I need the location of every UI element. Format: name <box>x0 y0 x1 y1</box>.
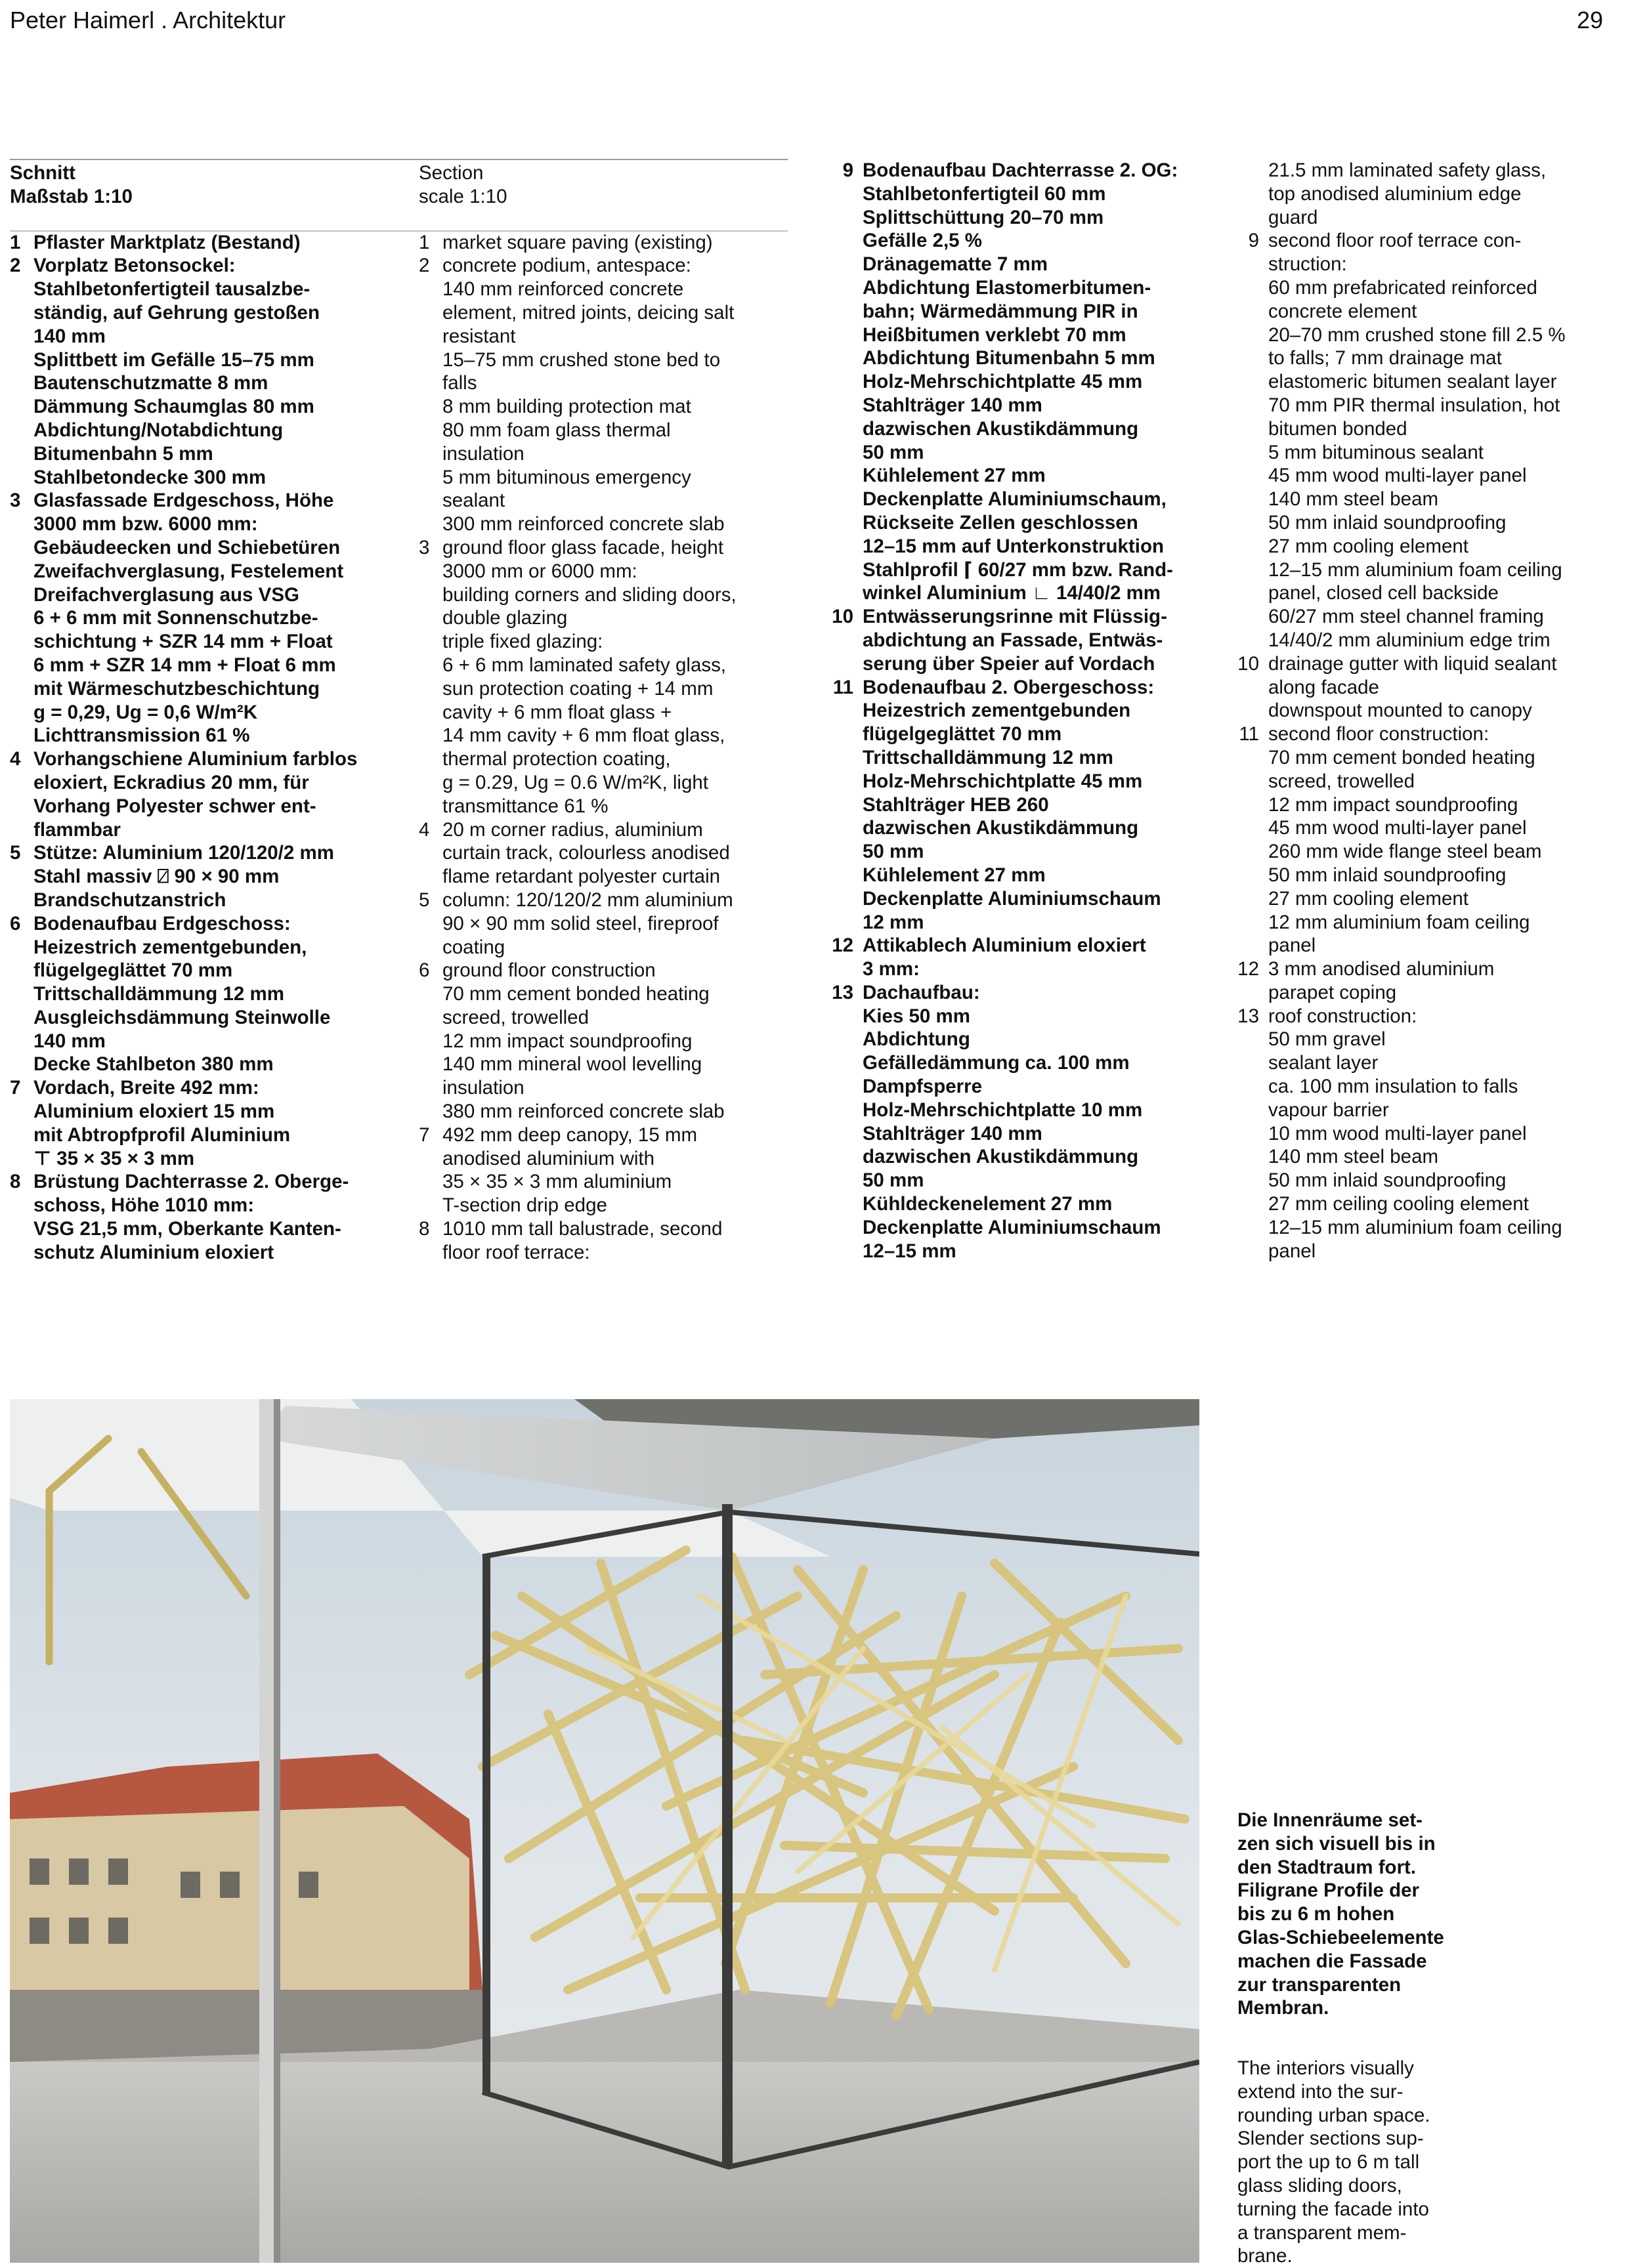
legend-item <box>10 489 391 747</box>
legend-item-number: 4 <box>10 748 21 770</box>
legend-item-text: second floor construction: 70 mm cement bonded heating screed, trowelled 12 mm impact soundproofing 45 mm wood multi-layer panel 260 mm wide flange steel beam 50 mm inlaid soundproofing 27 mm cooling element 12 mm aluminium foam ceiling panel <box>1268 723 1542 957</box>
legend-item-text: column: 120/120/2 mm aluminium 90 × 90 mm solid steel, fireproof coating <box>442 889 733 958</box>
legend-item-text: 492 mm deep canopy, 15 mm anodised aluminium with 35 × 35 × 3 mm aluminium T-section drip edge <box>442 1124 698 1217</box>
legend-item-number: 7 <box>419 1124 430 1146</box>
legend-item-number: 5 <box>419 889 430 911</box>
legend-item <box>10 912 391 1077</box>
legend-list <box>10 231 391 1265</box>
legend-item-text: second floor roof terrace con- struction: 60 mm prefabricated reinforced concrete element 20–70 mm crushed stone fill 2.5 % to falls; 7 mm drainage mat elastomeric bitumen sealant layer 70 mm PIR thermal insulation, hot bitumen bonded 5 mm bituminous sealant 45 mm wood multi-layer panel 140 mm steel beam 50 mm inlaid soundproofing 27 mm cooling element 12–15 mm aluminium foam ceiling panel, closed cell backside 60/27 mm steel channel framing 14/40/2 mm aluminium edge trim <box>1268 230 1566 651</box>
legend-item-number: 1 <box>419 231 430 253</box>
legend-item <box>1234 1005 1615 1263</box>
legend-item-text: market square paving (existing) <box>442 231 713 253</box>
legend-german-continued <box>828 159 1209 1263</box>
legend-item <box>10 841 391 912</box>
legend-item-text: 21.5 mm laminated safety glass, top anodised aluminium edge guard <box>1268 159 1547 228</box>
legend-item-text: Bodenaufbau Dachterrasse 2. OG: Stahlbetonfertigteil 60 mm Splittschüttung 20–70 mm Gefälle 2,5 % Dränagematte 7 mm Abdichtung Elastomerbitumen- bahn; Wärmedämmung PIR in Heißbitumen verklebt 70 mm Abdichtung Bitumenbahn 5 mm Holz-Mehrschichtplatte 45 mm Stahlträger 140 mm dazwischen Akustikdämmung 50 mm Kühlelement 27 mm Deckenplatte Aluminiumschaum, Rückseite Zellen geschlossen 12–15 mm auf Unterkonstruktion Stahlprofil ⌈ 60/27 mm bzw. Rand- winkel Aluminium ∟ 14/40/2 mm <box>863 159 1178 604</box>
legend-item-number: 10 <box>1237 652 1259 675</box>
legend-item-text: 1010 mm tall balustrade, second floor roof terrace: <box>442 1218 723 1263</box>
legend-scale: Maßstab 1:10 <box>10 185 133 207</box>
legend-item <box>10 1076 391 1170</box>
legend-item-text: Vorplatz Betonsockel: Stahlbetonfertigteil tausalzbe- ständig, auf Gehrung gestoßen 140 mm Splittbett im Gefälle 15–75 mm Bautenschutzmatte 8 mm Dämmung Schaumglas 80 mm Abdichtung/Notabdichtung Bitumenbahn 5 mm Stahlbetondecke 300 mm <box>33 255 320 488</box>
legend-item-number: 8 <box>419 1218 430 1240</box>
legend-list <box>419 231 786 1265</box>
legend-item <box>419 818 786 889</box>
legend-item-number: 9 <box>842 159 853 181</box>
legend-item <box>828 934 1209 981</box>
photo-caption-german: Die Innenräume set- zen sich visuell bis in den Stadtraum fort. Filigrane Profile der bis zu 6 m hohen Glas-Schiebeelemente machen die Fassade zur transparenten Membran. <box>1237 1809 1444 2019</box>
legend-item-text: Vorhangschiene Aluminium farblos eloxiert, Eckradius 20 mm, für Vorhang Polyester schwer ent- flammbar <box>33 748 358 841</box>
legend-item <box>1234 229 1615 652</box>
legend-item <box>419 1124 786 1217</box>
legend-german <box>10 159 391 1265</box>
legend-item <box>419 959 786 1124</box>
legend-item-number: 2 <box>419 255 430 277</box>
legend-item <box>828 605 1209 675</box>
legend-item-text: Vordach, Breite 492 mm: Aluminium eloxiert 15 mm mit Abtropfprofil Aluminium ⊤ 35 × 35 × 3 mm <box>33 1077 291 1169</box>
legend-item <box>10 254 391 489</box>
legend-item <box>10 1170 391 1264</box>
legend-item-number: 3 <box>10 490 21 512</box>
legend-item <box>419 1217 786 1265</box>
legend-list <box>1234 159 1615 1263</box>
legend-item <box>419 254 786 536</box>
legend-item-text: concrete podium, antespace: 140 mm reinforced concrete element, mitred joints, deicing salt resistant 15–75 mm crushed stone bed to falls 8 mm building protection mat 80 mm foam glass thermal insulation 5 mm bituminous emergency sealant 300 mm reinforced concrete slab <box>442 255 735 536</box>
legend-item-text: Pflaster Marktplatz (Bestand) <box>33 231 301 253</box>
legend-item-number: 8 <box>10 1171 21 1193</box>
legend-scale: scale 1:10 <box>419 185 507 207</box>
legend-item-number: 11 <box>832 676 853 698</box>
legend-item-text: 3 mm anodised aluminium parapet coping <box>1268 958 1495 1003</box>
legend-item-text: 20 m corner radius, aluminium curtain track, colourless anodised flame retardant polyester curtain <box>442 818 730 888</box>
legend-item-text: Entwässerungsrinne mit Flüssig- abdichtung an Fassade, Entwäs- serung über Speier auf Vordach <box>863 606 1167 675</box>
legend-item-text: drainage gutter with liquid sealant along facade downspout mounted to canopy <box>1268 652 1557 722</box>
legend-item-number: 9 <box>1248 230 1259 252</box>
legend-item <box>419 536 786 818</box>
legend-item-number: 1 <box>10 231 21 253</box>
legend-english-continued <box>1234 159 1615 1263</box>
legend-item-number: 2 <box>10 255 21 277</box>
legend-item-number: 13 <box>1237 1005 1259 1027</box>
legend-item-number: 12 <box>832 934 853 957</box>
legend-item <box>828 676 1209 934</box>
legend-item-text: ground floor construction 70 mm cement bonded heating screed, trowelled 12 mm impact soundproofing 140 mm mineral wool levelling insulation 380 mm reinforced concrete slab <box>442 959 725 1123</box>
legend-item-text: Dachaufbau: Kies 50 mm Abdichtung Gefälledämmung ca. 100 mm Dampfsperre Holz-Mehrschichtplatte 10 mm Stahlträger 140 mm dazwischen Akustikdämmung 50 mm Kühldeckenelement 27 mm Deckenplatte Aluminiumschaum 12–15 mm <box>863 981 1161 1262</box>
legend-item-number: 13 <box>832 981 853 1003</box>
legend-item-number: 12 <box>1237 958 1259 980</box>
legend-item-number <box>1234 159 1268 229</box>
legend-item <box>419 231 786 255</box>
legend-item-text: roof construction: 50 mm gravel sealant layer ca. 100 mm insulation to falls vapour barrier 10 mm wood multi-layer panel 140 mm steel beam 50 mm inlaid soundproofing 27 mm ceiling cooling element 12–15 mm aluminium foam ceiling panel <box>1268 1005 1562 1262</box>
legend-item <box>10 231 391 255</box>
legend-item-number: 6 <box>419 959 430 982</box>
legend-item-text: ground floor glass facade, height 3000 mm or 6000 mm: building corners and sliding doors, double glazing triple fixed glazing: 6 + 6 mm laminated safety glass, sun protection coating + 14 mm cavity + 6 mm float glass + 14 mm cavity + 6 mm float glass, thermal protection coating, g = 0.29, Ug = 0.6 W/m²K, light transmittance 61 % <box>442 536 737 817</box>
legend-item-number: 5 <box>10 842 21 864</box>
legend-heading: Section <box>419 162 484 184</box>
legend-item <box>1234 652 1615 723</box>
legend-item-number: 10 <box>832 606 853 628</box>
page-number: 29 <box>1576 7 1603 33</box>
legend-item-text: Stütze: Aluminium 120/120/2 mm Stahl massiv ⍁ 90 × 90 mm Brandschutzanstrich <box>33 842 334 911</box>
legend-item-number: 7 <box>10 1077 21 1099</box>
interior-photo <box>10 1399 1199 2263</box>
legend-item-text: Brüstung Dachterrasse 2. Oberge- schoss, Höhe 1010 mm: VSG 21,5 mm, Oberkante Kanten- schutz Aluminium eloxiert <box>33 1171 349 1263</box>
legend-item-number: 4 <box>419 818 430 841</box>
legend-english <box>419 159 786 1265</box>
legend-item-text: Glasfassade Erdgeschoss, Höhe 3000 mm bzw. 6000 mm: Gebäudeecken und Schiebetüren Zweifachverglasung, Festelement Dreifachverglasung aus VSG 6 + 6 mm mit Sonnenschutzbe- schichtung + SZR 14 mm + Float 6 mm + SZR 14 mm + Float 6 mm mit Wärmeschutzbeschichtung g = 0,29, Ug = 0,6 W/m²K Lichttransmission 61 % <box>33 490 344 747</box>
legend-item <box>1234 723 1615 957</box>
legend-item-number: 3 <box>419 536 430 558</box>
legend-item-number: 6 <box>10 912 21 934</box>
legend-item-text: Attikablech Aluminium eloxiert 3 mm: <box>863 934 1146 980</box>
running-head: Peter Haimerl . Architektur <box>10 7 286 33</box>
legend-item-text: Bodenaufbau 2. Obergeschoss: Heizestrich zementgebunden flügelgeglättet 70 mm Trittschalldämmung 12 mm Holz-Mehrschichtplatte 45 mm Stahlträger HEB 260 dazwischen Akustikdämmung 50 mm Kühlelement 27 mm Deckenplatte Aluminiumschaum 12 mm <box>863 676 1161 933</box>
legend-item <box>828 159 1209 605</box>
legend-item <box>10 747 391 841</box>
legend-item-number: 11 <box>1239 723 1259 746</box>
legend-item <box>419 889 786 959</box>
legend-heading: Schnitt <box>10 162 75 184</box>
legend-item-text: Bodenaufbau Erdgeschoss: Heizestrich zementgebunden, flügelgeglättet 70 mm Trittschalldämmung 12 mm Ausgleichsdämmung Steinwolle 140 mm Decke Stahlbeton 380 mm <box>33 912 331 1076</box>
legend-item <box>1234 957 1615 1005</box>
legend-list <box>828 159 1209 1263</box>
photo-caption-english: The interiors visually extend into the sur- rounding urban space. Slender sections sup- port the up to 6 m tall glass sliding doors, turning the facade into a transparent mem- brane. <box>1237 2057 1430 2267</box>
legend-item <box>828 981 1209 1263</box>
legend-item <box>1234 159 1615 229</box>
